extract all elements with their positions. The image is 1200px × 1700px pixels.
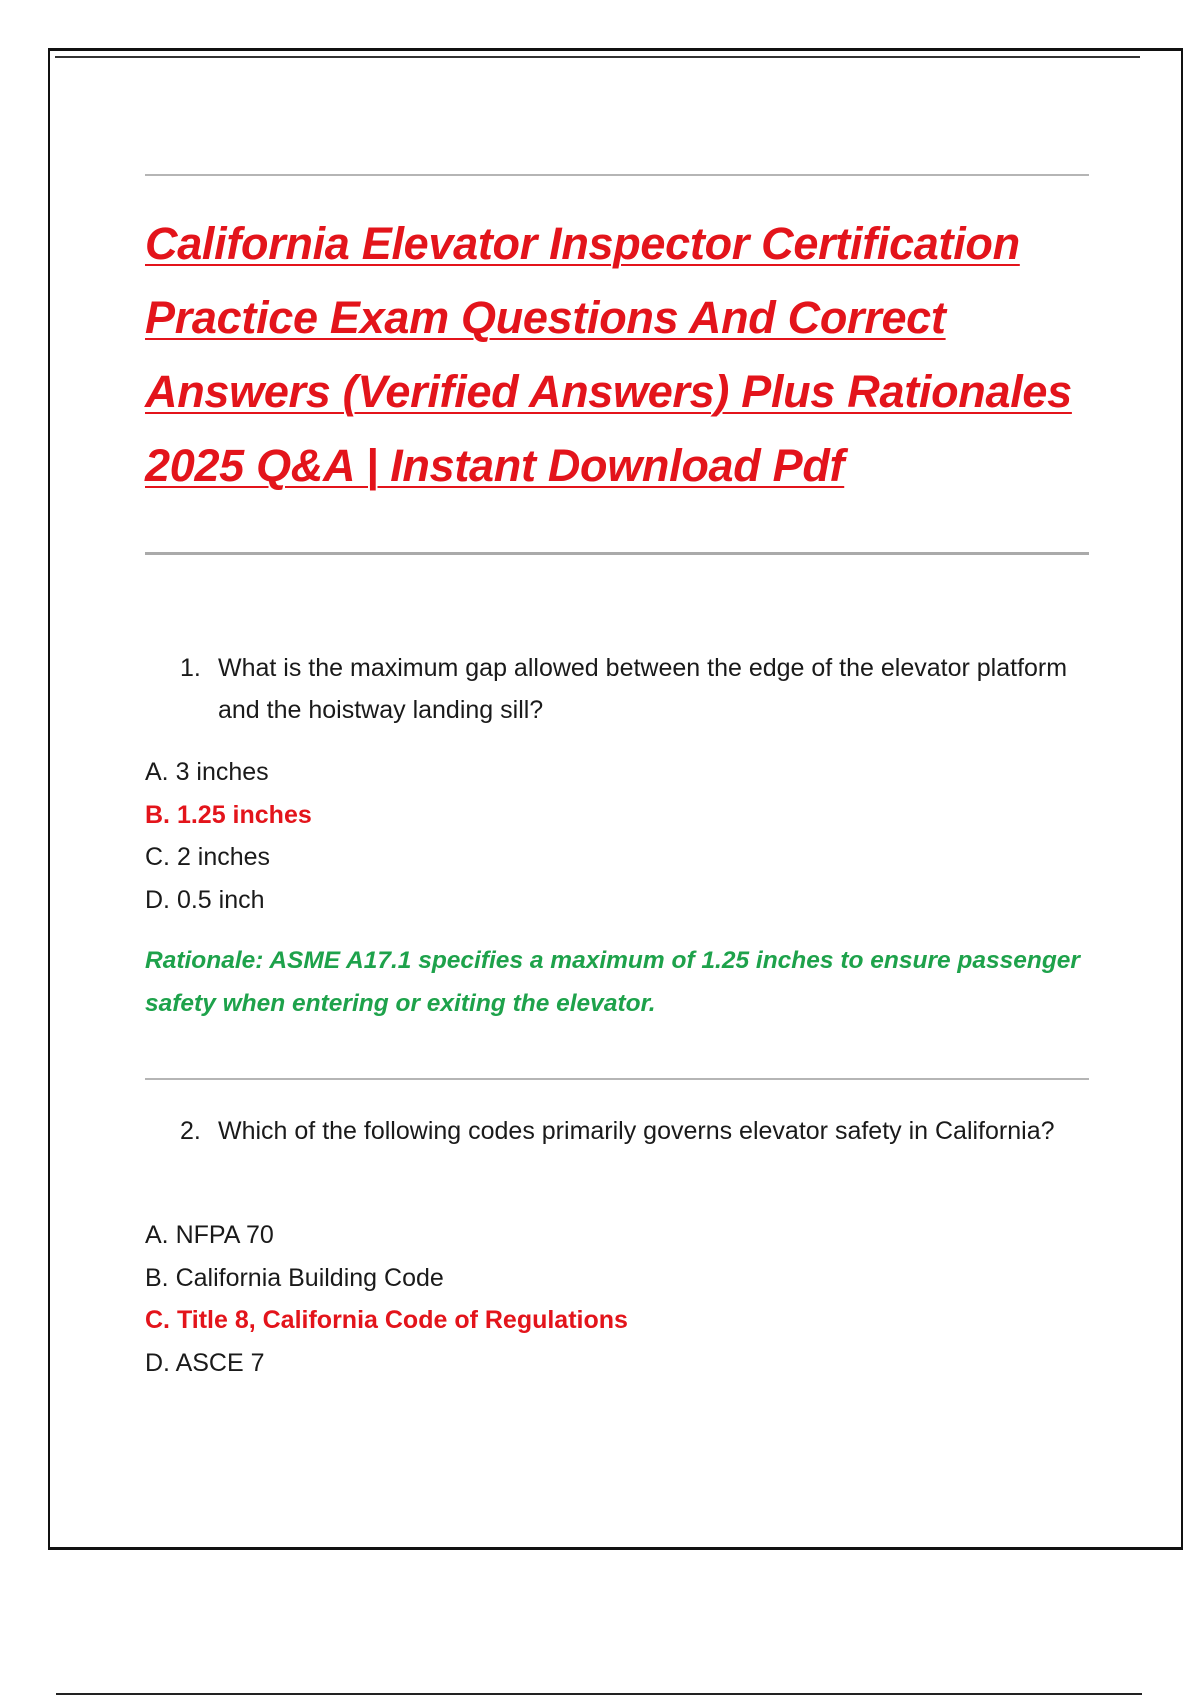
question-number: 1.	[180, 654, 201, 682]
divider-question	[145, 1078, 1089, 1080]
question-text: Which of the following codes primarily governs elevator safety in California?	[218, 1117, 1055, 1145]
question-number: 2.	[180, 1117, 201, 1145]
option-b: B. California Building Code	[145, 1263, 444, 1292]
question-1-rationale: Rationale: ASME A17.1 specifies a maximum of 1.25 inches to ensure passenger safety when entering or exiting the elevator.	[145, 947, 1080, 1017]
document-title: California Elevator Inspector Certification Practice Exam Questions And Correct Answers (Verified Answers) Plus Rationales 2025 Q&A | Instant Download Pdf	[145, 218, 1072, 491]
question-2	[180, 1110, 1080, 1152]
bottom-rule	[56, 1693, 1142, 1695]
option-a: A. NFPA 70	[145, 1221, 274, 1249]
option-c-correct: C. Title 8, California Code of Regulations	[145, 1306, 628, 1334]
divider-title	[145, 552, 1089, 555]
option-a: A. 3 inches	[145, 758, 269, 786]
divider-top	[145, 174, 1089, 176]
option-d: D. 0.5 inch	[145, 885, 265, 914]
option-d: D. ASCE 7	[145, 1348, 265, 1377]
question-1	[180, 647, 1080, 731]
option-c: C. 2 inches	[145, 843, 271, 871]
option-b-correct: B. 1.25 inches	[145, 800, 312, 829]
frame-top-rule	[55, 56, 1140, 58]
question-1-options	[145, 751, 312, 921]
question-2-options	[145, 1214, 628, 1384]
question-text: What is the maximum gap allowed between the edge of the elevator platform and the hoistway landing sill?	[218, 654, 1068, 724]
